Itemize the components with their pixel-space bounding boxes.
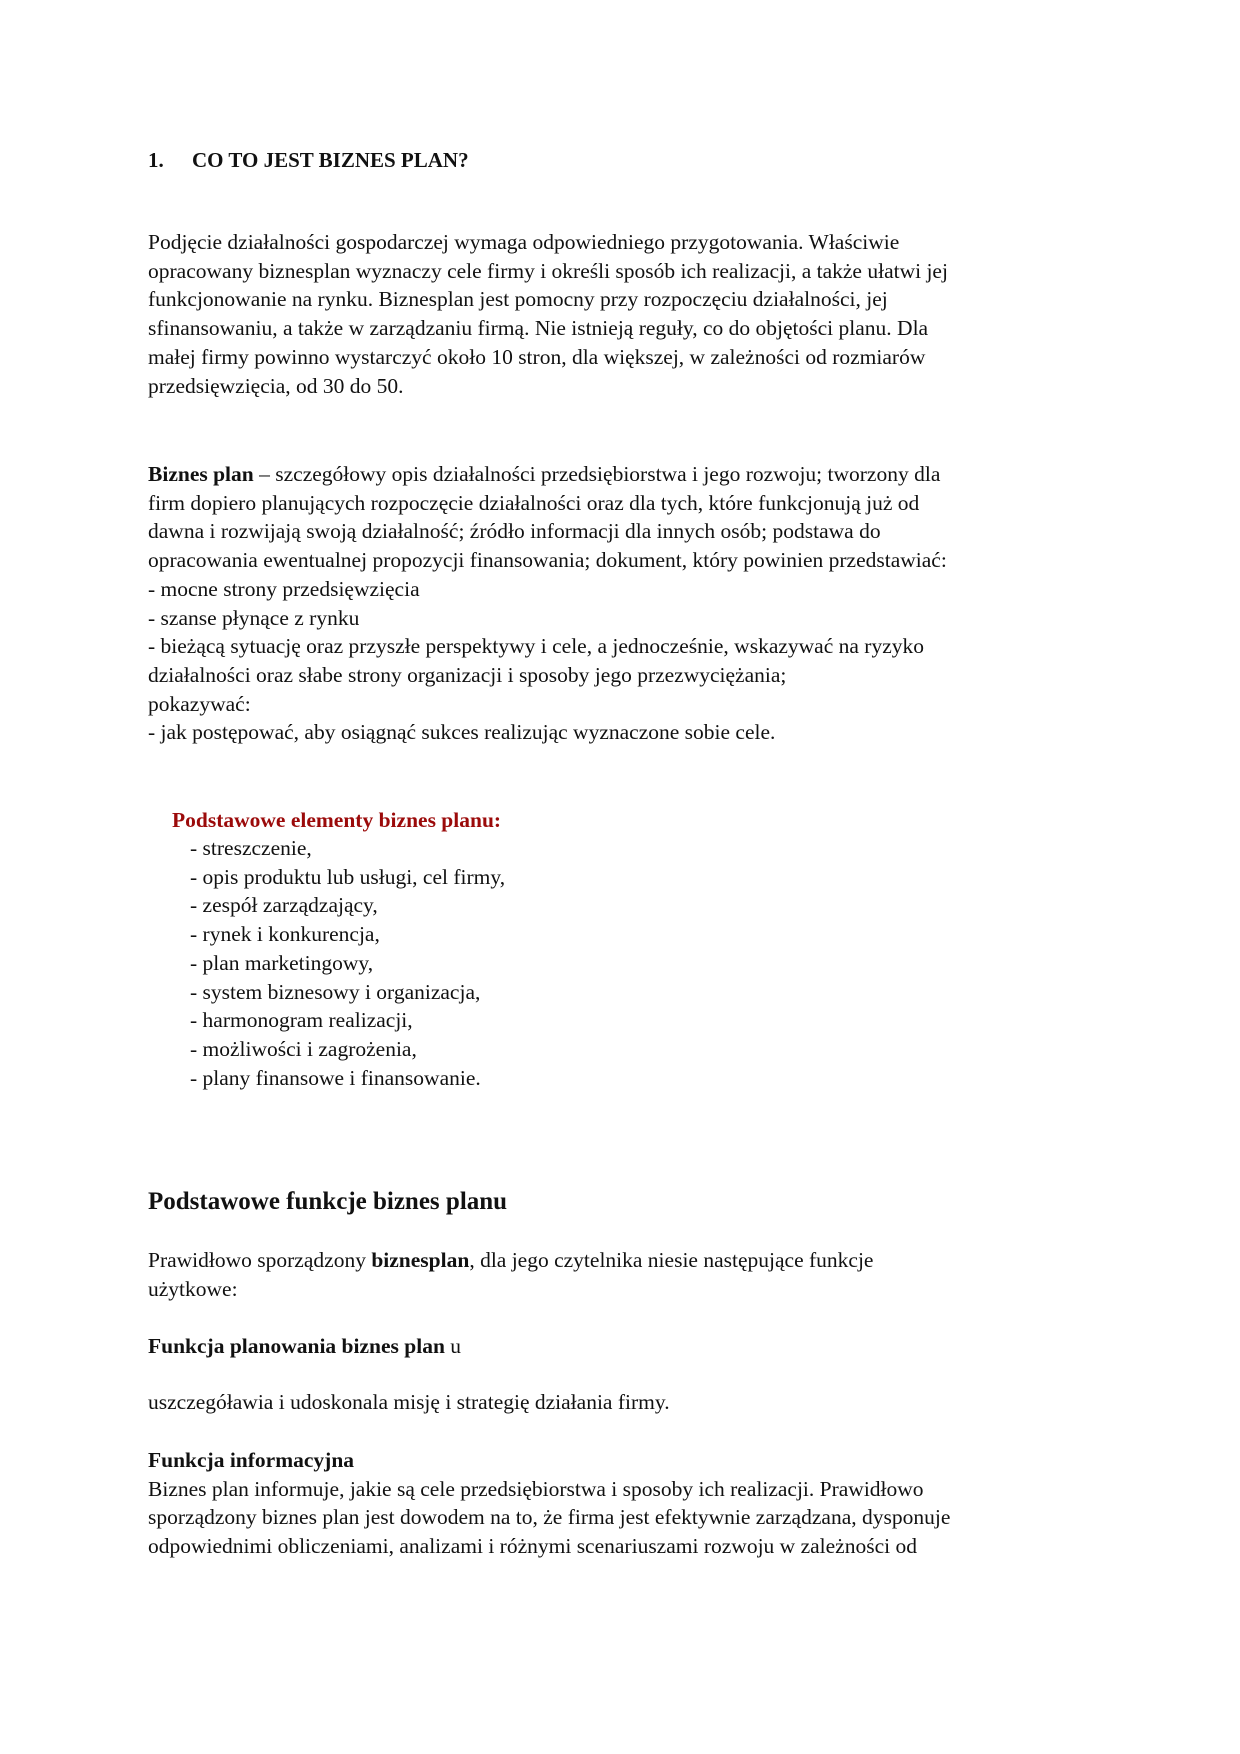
planning-function-heading bbox=[148, 1332, 461, 1361]
subheading: Funkcja planowania biznes plan bbox=[148, 1334, 445, 1358]
text-line: sporządzony biznes plan jest dowodem na to, że firma jest efektywnie zarządzana, dysponuje bbox=[148, 1505, 951, 1530]
text-line: funkcjonowanie na rynku. Biznesplan jest pomocny przy rozpoczęciu działalności, jej bbox=[148, 287, 888, 312]
list-item: - rynek i konkurencja, bbox=[190, 922, 380, 947]
text-line: odpowiednimi obliczeniami, analizami i różnymi scenariuszami rozwoju w zależności od bbox=[148, 1534, 917, 1559]
text-line: Podjęcie działalności gospodarczej wymaga odpowiedniego przygotowania. Właściwie bbox=[148, 230, 900, 254]
information-function bbox=[148, 1446, 950, 1561]
text-line: małej firmy powinno wystarczyć około 10 stron, dla większej, w zależności od rozmiarów bbox=[148, 344, 926, 369]
text-line: dawna i rozwijają swoją działalność; źródło informacji dla innych osób; podstawa do bbox=[148, 519, 881, 544]
list-item: - jak postępować, aby osiągnąć sukces realizując wyznaczone sobie cele. bbox=[148, 720, 776, 745]
list-item: - mocne strony przedsięwzięcia bbox=[148, 576, 420, 601]
definition-paragraph bbox=[148, 460, 947, 747]
definition-first-line bbox=[148, 460, 947, 489]
text-line: opracowania ewentualnej propozycji finansowania; dokument, który powinien przedstawiać: bbox=[148, 548, 947, 573]
elements-list bbox=[190, 834, 505, 1092]
list-item: - harmonogram realizacji, bbox=[190, 1008, 413, 1033]
bold-term: biznesplan bbox=[371, 1248, 470, 1272]
text-line: firm dopiero planujących rozpoczęcie działalności oraz dla tych, które funkcjonują już od bbox=[148, 490, 920, 515]
text-line: przedsięwzięcia, od 30 do 50. bbox=[148, 373, 404, 398]
text-line: sfinansowaniu, a także w zarządzaniu firmą. Nie istnieją reguły, co do objętości planu. Dla bbox=[148, 316, 929, 341]
text-line: pokazywać: bbox=[148, 691, 251, 716]
list-item: - plan marketingowy, bbox=[190, 950, 374, 975]
text-fragment: Prawidłowo sporządzony bbox=[148, 1248, 372, 1272]
list-item: - streszczenie, bbox=[190, 836, 312, 860]
list-item: - system biznesowy i organizacja, bbox=[190, 979, 481, 1004]
text-line: opracowany biznesplan wyznaczy cele firmy i określi sposób ich realizacji, a także ułatwi jej bbox=[148, 258, 948, 283]
section-heading-1 bbox=[148, 148, 469, 173]
text-line: działalności oraz słabe strony organizacji i sposoby jego przezwyciężania; bbox=[148, 662, 787, 687]
list-item: - szanse płynące z rynku bbox=[148, 605, 360, 630]
subheading: Funkcja informacyjna bbox=[148, 1448, 355, 1472]
text-fragment: , dla jego czytelnika niesie następujące funkcje bbox=[469, 1248, 874, 1272]
text-line: użytkowe: bbox=[148, 1276, 238, 1301]
list-item: - możliwości i zagrożenia, bbox=[190, 1036, 417, 1061]
list-item: - plany finansowe i finansowanie. bbox=[190, 1065, 481, 1090]
planning-function-text: uszczegóławia i udoskonala misję i strategię działania firmy. bbox=[148, 1390, 670, 1414]
list-item: - opis produktu lub usługi, cel firmy, bbox=[190, 864, 506, 889]
list-item: - zespół zarządzający, bbox=[190, 893, 378, 918]
heading-title: CO TO JEST BIZNES PLAN? bbox=[192, 148, 469, 172]
functions-intro bbox=[148, 1246, 873, 1303]
elements-heading: Podstawowe elementy biznes planu: bbox=[172, 808, 502, 832]
definition-term: Biznes plan bbox=[148, 462, 254, 486]
text-line bbox=[148, 1246, 873, 1275]
text-line: Biznes plan informuje, jakie są cele przedsiębiorstwa i sposoby ich realizacji. Prawidłowo bbox=[148, 1476, 924, 1501]
intro-paragraph bbox=[148, 228, 948, 400]
list-item: - bieżącą sytuację oraz przyszłe perspektywy i cele, a jednocześnie, wskazywać na ryzyko bbox=[148, 634, 925, 659]
functions-heading: Podstawowe funkcje biznes planu bbox=[148, 1188, 508, 1215]
text-fragment: u bbox=[444, 1334, 462, 1358]
heading-number: 1. bbox=[148, 148, 164, 172]
text-fragment: – szczegółowy opis działalności przedsiębiorstwa i jego rozwoju; tworzony dla bbox=[253, 462, 941, 486]
